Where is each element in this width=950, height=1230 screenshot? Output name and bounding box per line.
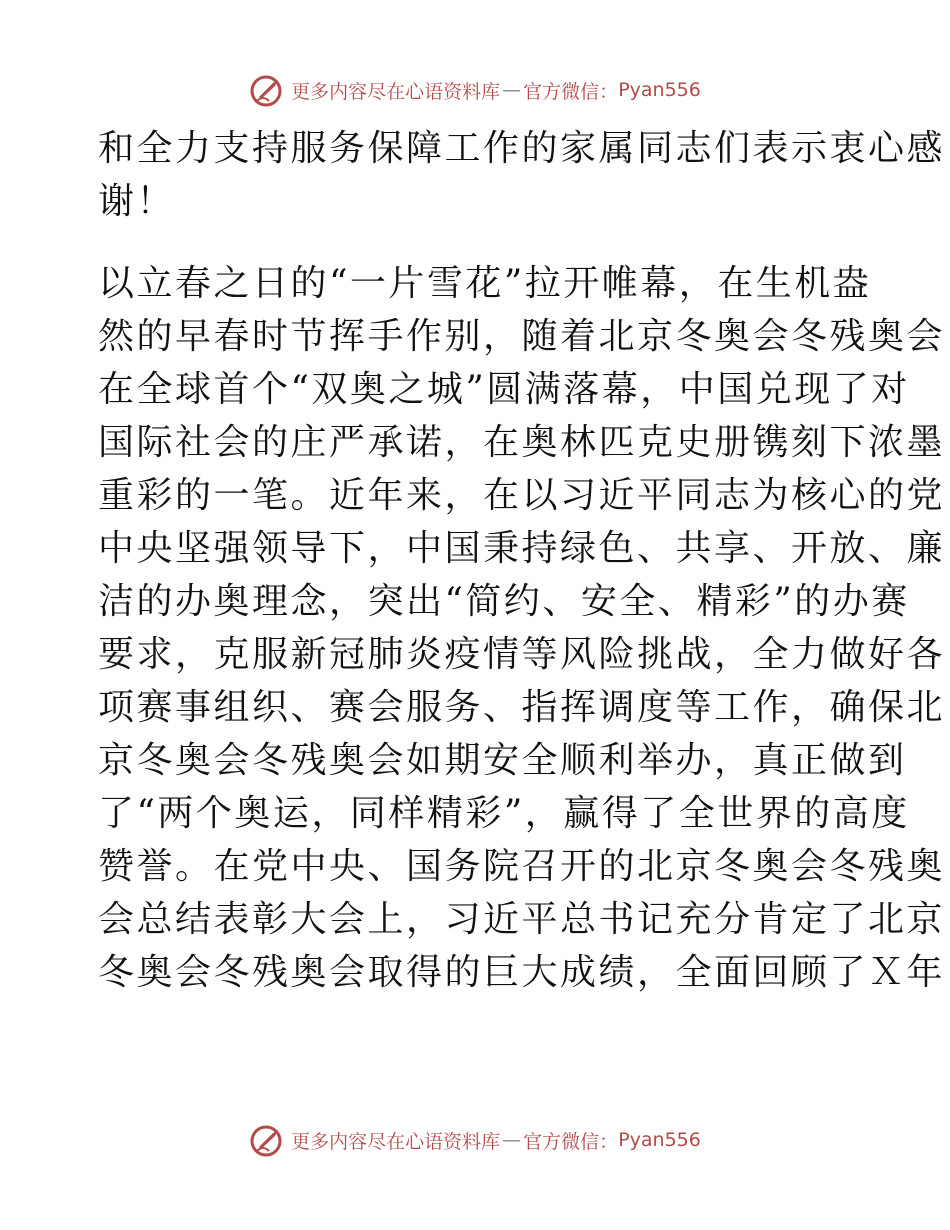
document-body [98, 122, 946, 999]
footer-wechat-id: Pyan556 [618, 1129, 701, 1151]
text-line: 京冬奥会冬残奥会如期安全顺利举办，真正做到 [98, 740, 907, 781]
footer-site-text: 更多内容尽在心语资料库 [291, 1130, 501, 1153]
text-line: 洁的办奥理念，突出“简约、安全、精彩”的办赛 [98, 581, 910, 622]
footer-separator: — [502, 1129, 522, 1151]
paragraph-1 [98, 122, 946, 228]
text-line: 谢！ [98, 181, 176, 222]
text-line: 会总结表彰大会上，习近平总书记充分肯定了北京 [98, 899, 946, 940]
text-line: 中央坚强领导下，中国秉持绿色、共享、开放、廉 [98, 528, 946, 569]
footer-banner [0, 1120, 950, 1160]
text-line: 项赛事组织、赛会服务、指挥调度等工作，确保北 [98, 687, 946, 728]
text-line: 赞誉。在党中央、国务院召开的北京冬奥会冬残奥 [98, 846, 946, 887]
text-line: 然的早春时节挥手作别，随着北京冬奥会冬残奥会 [98, 316, 946, 357]
pen-logo-icon [249, 71, 287, 109]
text-line: 在全球首个“双奥之城”圆满落幕，中国兑现了对 [98, 369, 910, 410]
text-line: 冬奥会冬残奥会取得的巨大成绩，全面回顾了Ｘ年 [98, 952, 946, 993]
text-line: 重彩的一笔。近年来，在以习近平同志为核心的党 [98, 475, 946, 516]
footer-wechat-label: 官方微信： [523, 1130, 619, 1153]
text-line: 和全力支持服务保障工作的家属同志们表示衷心感 [98, 128, 946, 169]
text-line: 要求，克服新冠肺炎疫情等风险挑战，全力做好各 [98, 634, 946, 675]
paragraph-gap [98, 228, 858, 257]
pen-logo-icon [249, 1121, 287, 1159]
header-wechat-id: Pyan556 [618, 79, 701, 101]
header-wechat-label: 官方微信： [523, 80, 619, 103]
header-banner [0, 70, 950, 110]
text-line: 以立春之日的“一片雪花”拉开帷幕，在生机盎 [98, 263, 872, 304]
header-site-text: 更多内容尽在心语资料库 [291, 80, 501, 103]
text-line: 国际社会的庄严承诺，在奥林匹克史册镌刻下浓墨 [98, 422, 946, 463]
text-line: 了“两个奥运，同样精彩”，赢得了全世界的高度 [98, 793, 910, 834]
header-separator: — [502, 79, 522, 101]
paragraph-2 [98, 257, 946, 999]
